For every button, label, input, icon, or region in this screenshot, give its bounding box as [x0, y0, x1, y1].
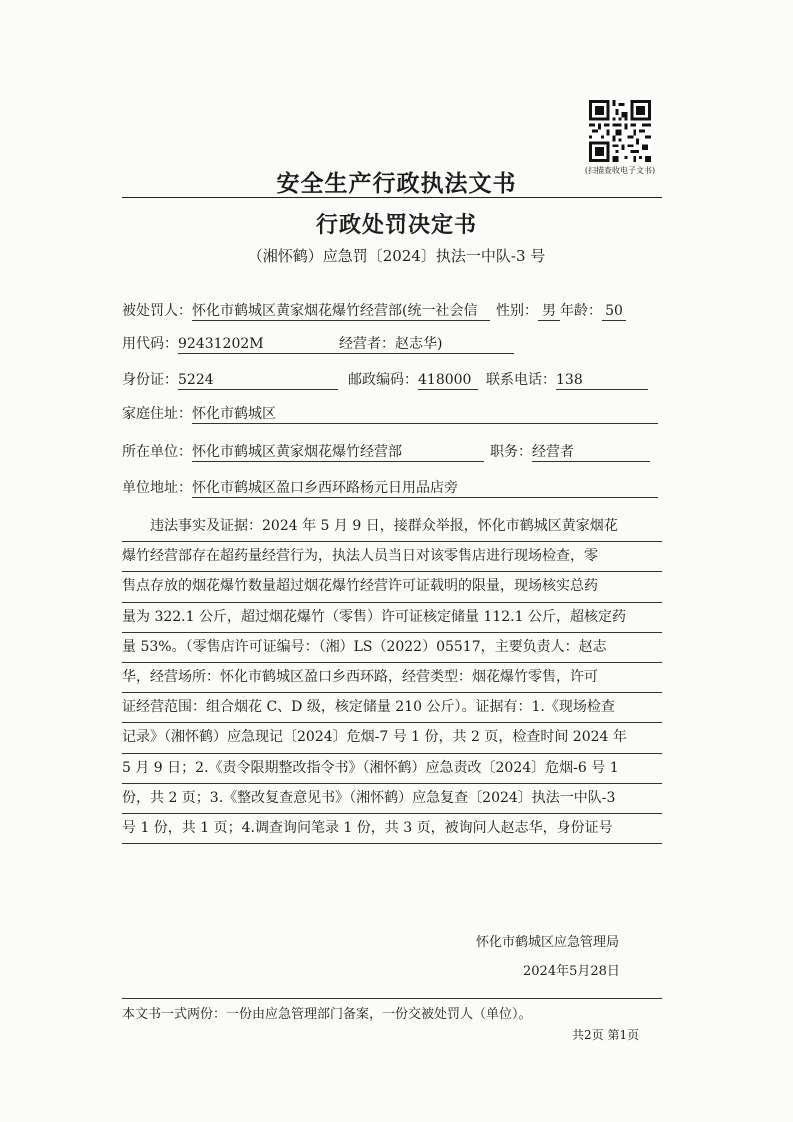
paragraph-line: 爆竹经营部存在超药量经营行为，执法人员当日对该零售店进行现场检查，零	[122, 542, 662, 572]
paragraph-line: 华，经营场所：怀化市鹤城区盈口乡西环路，经营类型：烟花爆竹零售，许可	[122, 663, 662, 693]
postcode-value: 418000	[418, 369, 478, 390]
paragraph-line: 号 1 份，共 1 页；4.调查询问笔录 1 份，共 3 页，被询问人赵志华，身份证号	[122, 814, 662, 844]
postcode-label: 邮政编码：	[348, 372, 418, 388]
position-label: 职务：	[490, 444, 532, 460]
paragraph-line: 份，共 2 页；3.《整改复查意见书》（湘怀鹤）应急复查〔2024〕执法一中队-3	[122, 784, 662, 814]
page-number: 共2页 第1页	[572, 1028, 640, 1042]
paragraph-line: 量 53%。（零售店许可证编号：（湘）LS（2022）05517，主要负责人：赵志	[122, 633, 662, 663]
violation-facts-paragraph	[122, 512, 662, 844]
credit-code-label: 用代码：	[122, 336, 178, 352]
party-row	[122, 300, 626, 322]
paragraph-line: 违法事实及证据：2024 年 5 月 9 日，接群众举报，怀化市鹤城区黄家烟花	[122, 512, 662, 542]
unit-address-value: 怀化市鹤城区盈口乡西环路杨元日用品店旁	[192, 477, 658, 498]
issue-date: 2024年5月28日	[523, 964, 620, 979]
paragraph-line: 证经营范围：组合烟花 C、D 级，核定储量 210 公斤）。证据有：1.《现场检查	[122, 693, 662, 723]
paragraph-line: 记录》（湘怀鹤）应急现记〔2024〕危烟-7 号 1 份，共 2 页，检查时间 2024 年	[122, 723, 662, 753]
gender-value: 男	[538, 300, 560, 321]
employer-row	[122, 441, 650, 463]
home-address-label: 家庭住址：	[122, 406, 192, 422]
credit-code-row	[122, 333, 514, 355]
party-value: 怀化市鹤城区黄家烟花爆竹经营部(统一社会信	[192, 300, 490, 321]
id-value: 5224	[178, 369, 338, 390]
id-row	[122, 369, 648, 391]
age-label: 年龄：	[560, 303, 602, 319]
paragraph-line: 5 月 9 日；2.《责令限期整改指令书》（湘怀鹤）应急责改〔2024〕危烟-6 号 1	[122, 754, 662, 784]
qr-caption: (扫描查收电子文书)	[584, 166, 656, 175]
paragraph-line: 量为 322.1 公斤，超过烟花爆竹（零售）许可证核定储量 112.1 公斤，超核定药	[122, 603, 662, 633]
document-title: 行政处罚决定书	[315, 212, 477, 238]
party-label: 被处罚人：	[122, 303, 192, 319]
phone-label: 联系电话：	[486, 372, 556, 388]
gender-label: 性别：	[496, 303, 538, 319]
home-address-value: 怀化市鹤城区	[192, 403, 658, 424]
position-value: 经营者	[532, 441, 650, 462]
home-address-row	[122, 403, 658, 425]
employer-label: 所在单位：	[122, 444, 192, 460]
qr-code-icon	[589, 100, 651, 162]
operator-value: 经营者：赵志华)	[333, 333, 514, 354]
employer-value: 怀化市鹤城区黄家烟花爆竹经营部	[192, 441, 484, 462]
phone-value: 138	[556, 369, 648, 390]
unit-address-row	[122, 477, 658, 499]
credit-code-value: 92431202M	[178, 333, 333, 354]
paragraph-line: 售点存放的烟花爆竹数量超过烟花爆竹经营许可证载明的限量，现场核实总药	[122, 572, 662, 602]
unit-address-label: 单位地址：	[122, 480, 192, 496]
document-type-title: 安全生产行政执法文书	[276, 170, 517, 197]
footer-divider	[122, 998, 662, 999]
age-value: 50	[602, 300, 626, 321]
id-label: 身份证：	[122, 372, 178, 388]
footer-note: 本文书一式两份：一份由应急管理部门备案，一份交被处罚人（单位）。	[122, 1007, 532, 1022]
document-number: （湘怀鹤）应急罚〔2024〕执法一中队-3 号	[247, 247, 546, 265]
issuing-authority: 怀化市鹤城区应急管理局	[476, 935, 620, 950]
title-divider	[122, 197, 662, 198]
